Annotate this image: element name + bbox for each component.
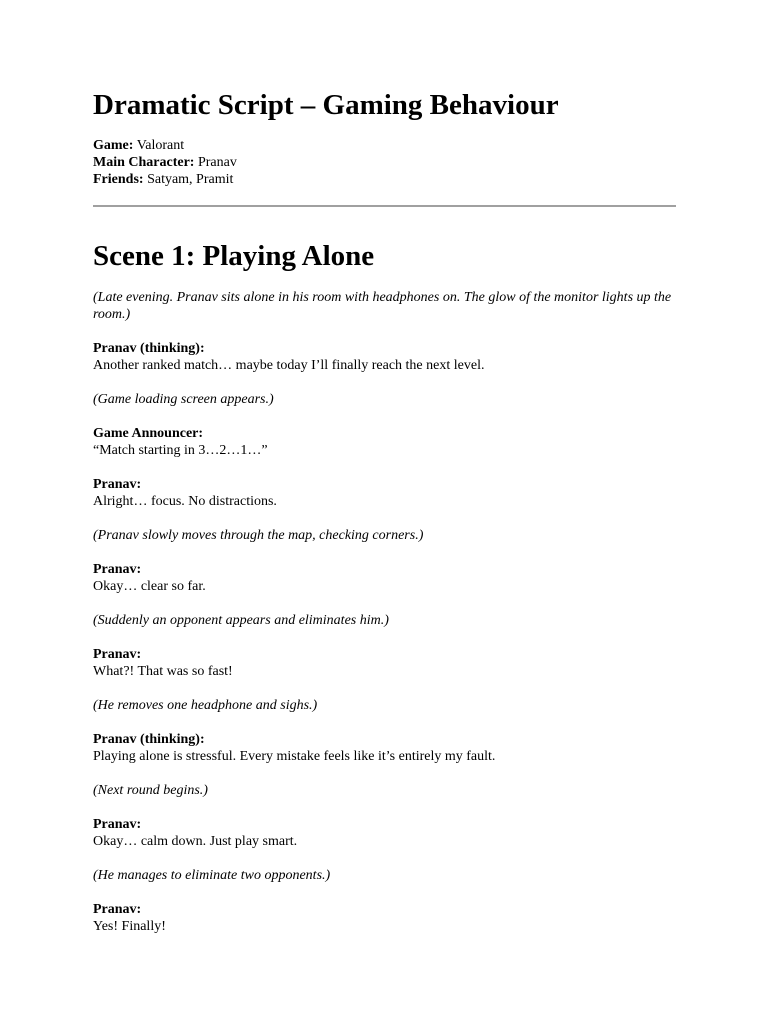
stage-direction: (Game loading screen appears.) [93, 392, 274, 407]
speaker-name: Game Announcer: [93, 426, 204, 441]
speaker-name: Pranav (thinking): [93, 341, 205, 356]
meta-friends [93, 171, 237, 188]
stage-direction: (Pranav slowly moves through the map, checking corners.) [93, 528, 424, 543]
meta-friends-value: Satyam, Pramit [147, 172, 234, 187]
speaker-name: Pranav: [93, 902, 142, 917]
scene-title: Scene 1: Playing Alone [93, 240, 375, 272]
meta-main-character-label: Main Character: [93, 155, 195, 170]
dialogue-block [93, 731, 676, 765]
stage-direction: (Next round begins.) [93, 783, 208, 798]
dialogue-block [93, 646, 676, 680]
document-title: Dramatic Script – Gaming Behaviour [93, 89, 559, 121]
dialogue-line: Okay… calm down. Just play smart. [93, 834, 298, 849]
stage-direction: (He removes one headphone and sighs.) [93, 698, 318, 713]
script-metadata [93, 137, 237, 188]
speaker-name: Pranav: [93, 817, 142, 832]
dialogue-line: “Match starting in 3…2…1…” [93, 443, 268, 458]
speaker-name: Pranav: [93, 477, 142, 492]
speaker-name: Pranav (thinking): [93, 732, 205, 747]
dialogue-block [93, 340, 676, 374]
dialogue-block [93, 816, 676, 850]
stage-direction: (Late evening. Pranav sits alone in his room with headphones on. The glow of the monitor lights up the room.) [93, 290, 672, 322]
horizontal-divider [93, 205, 676, 207]
dialogue-block [93, 901, 676, 935]
speaker-name: Pranav: [93, 562, 142, 577]
dialogue-block [93, 561, 676, 595]
meta-game-label: Game: [93, 138, 134, 153]
dialogue-line: Alright… focus. No distractions. [93, 494, 277, 509]
dialogue-block [93, 476, 676, 510]
meta-main-character-value: Pranav [197, 155, 237, 170]
meta-game [93, 137, 237, 154]
dialogue-line: Another ranked match… maybe today I’ll finally reach the next level. [93, 358, 485, 373]
meta-game-value: Valorant [136, 138, 185, 153]
script-body [93, 289, 676, 952]
stage-direction: (He manages to eliminate two opponents.) [93, 868, 331, 883]
dialogue-block [93, 425, 676, 459]
meta-friends-label: Friends: [93, 172, 144, 187]
dialogue-line: What?! That was so fast! [93, 664, 233, 679]
meta-main-character [93, 154, 237, 171]
dialogue-line: Playing alone is stressful. Every mistake feels like it’s entirely my fault. [93, 749, 496, 764]
stage-direction: (Suddenly an opponent appears and eliminates him.) [93, 613, 389, 628]
speaker-name: Pranav: [93, 647, 142, 662]
dialogue-line: Okay… clear so far. [93, 579, 206, 594]
dialogue-line: Yes! Finally! [93, 919, 166, 934]
